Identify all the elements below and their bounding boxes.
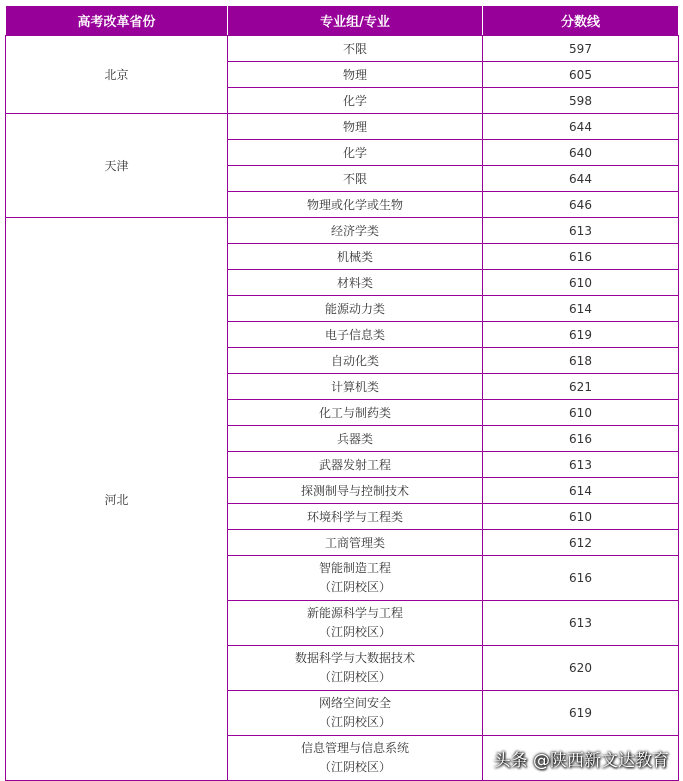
major-cell: 计算机类 xyxy=(228,374,483,400)
major-cell xyxy=(228,556,483,601)
score-cell: 616 xyxy=(483,426,679,452)
score-cell: 616 xyxy=(483,244,679,270)
major-cell: 能源动力类 xyxy=(228,296,483,322)
score-cell: 619 xyxy=(483,691,679,736)
score-cell: 621 xyxy=(483,374,679,400)
major-cell: 物理 xyxy=(228,114,483,140)
score-cell: 640 xyxy=(483,140,679,166)
score-cell: 614 xyxy=(483,478,679,504)
campus-label: （江阴校区） xyxy=(318,625,391,639)
major-name: 智能制造工程 xyxy=(318,561,391,575)
major-cell xyxy=(228,646,483,691)
campus-label: （江阴校区） xyxy=(318,580,391,594)
score-table xyxy=(5,5,679,781)
score-cell: 618 xyxy=(483,348,679,374)
header-major: 专业组/专业 xyxy=(228,6,483,36)
score-cell: 610 xyxy=(483,270,679,296)
major-cell: 物理或化学或生物 xyxy=(228,192,483,218)
header-row xyxy=(6,6,679,36)
major-cell: 化工与制药类 xyxy=(228,400,483,426)
major-name: 信息管理与信息系统 xyxy=(300,741,409,755)
score-cell: 613 xyxy=(483,452,679,478)
major-cell: 不限 xyxy=(228,166,483,192)
major-cell: 化学 xyxy=(228,88,483,114)
score-cell: 598 xyxy=(483,88,679,114)
campus-label: （江阴校区） xyxy=(318,670,391,684)
major-cell xyxy=(228,601,483,646)
score-cell: 612 xyxy=(483,530,679,556)
campus-label: （江阴校区） xyxy=(318,715,391,729)
major-cell: 不限 xyxy=(228,36,483,62)
score-cell: 619 xyxy=(483,322,679,348)
major-cell xyxy=(228,736,483,781)
header-score: 分数线 xyxy=(483,6,679,36)
major-cell: 材料类 xyxy=(228,270,483,296)
major-cell: 工商管理类 xyxy=(228,530,483,556)
major-cell: 电子信息类 xyxy=(228,322,483,348)
score-cell: 644 xyxy=(483,166,679,192)
major-cell: 自动化类 xyxy=(228,348,483,374)
campus-label: （江阴校区） xyxy=(318,760,391,774)
major-cell: 兵器类 xyxy=(228,426,483,452)
watermark: 头条 @陕西新文达教育 xyxy=(493,751,669,771)
score-cell: 613 xyxy=(483,218,679,244)
major-cell xyxy=(228,691,483,736)
score-cell: 644 xyxy=(483,114,679,140)
major-cell: 经济学类 xyxy=(228,218,483,244)
table-row xyxy=(6,114,679,140)
table-row xyxy=(6,36,679,62)
major-cell: 环境科学与工程类 xyxy=(228,504,483,530)
major-name: 网络空间安全 xyxy=(318,696,391,710)
score-cell: 597 xyxy=(483,36,679,62)
score-cell: 646 xyxy=(483,192,679,218)
major-cell: 机械类 xyxy=(228,244,483,270)
score-cell: 610 xyxy=(483,504,679,530)
major-cell: 化学 xyxy=(228,140,483,166)
score-cell: 620 xyxy=(483,646,679,691)
major-cell: 探测制导与控制技术 xyxy=(228,478,483,504)
score-cell: 616 xyxy=(483,556,679,601)
major-cell: 物理 xyxy=(228,62,483,88)
major-cell: 武器发射工程 xyxy=(228,452,483,478)
table-body xyxy=(6,36,679,781)
score-cell: 613 xyxy=(483,601,679,646)
header-province: 高考改革省份 xyxy=(6,6,228,36)
province-cell: 北京 xyxy=(6,36,228,114)
score-cell: 610 xyxy=(483,400,679,426)
table-row xyxy=(6,218,679,244)
province-cell: 河北 xyxy=(6,218,228,781)
score-cell: 605 xyxy=(483,62,679,88)
major-name: 数据科学与大数据技术 xyxy=(294,651,415,665)
score-cell: 614 xyxy=(483,296,679,322)
province-cell: 天津 xyxy=(6,114,228,218)
major-name: 新能源科学与工程 xyxy=(306,606,403,620)
